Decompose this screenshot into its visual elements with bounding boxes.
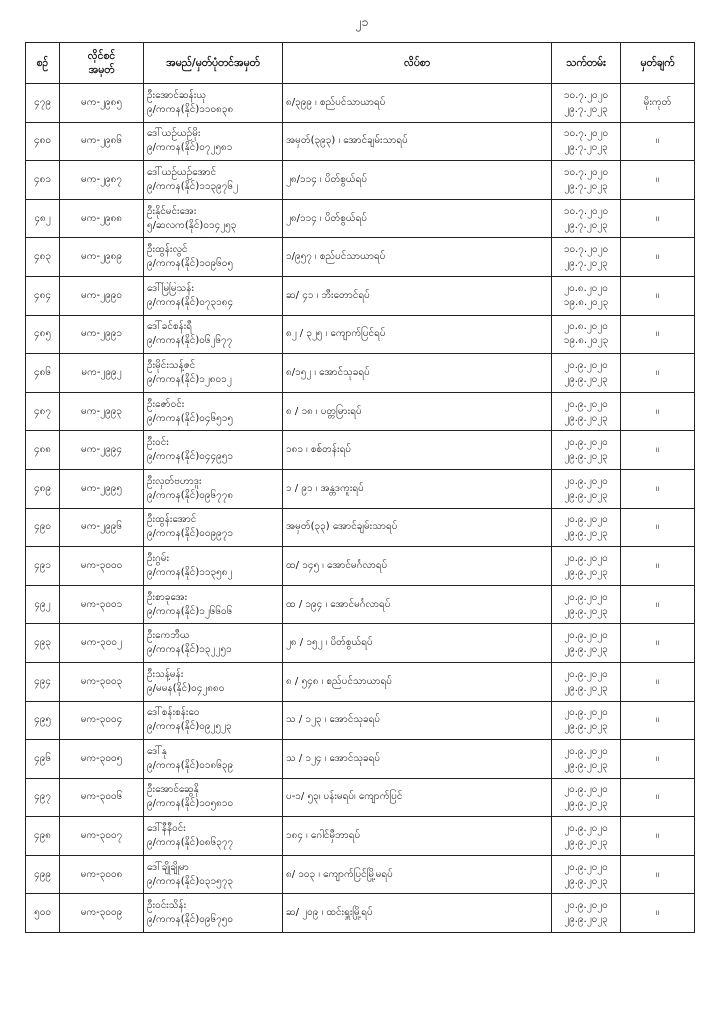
row-number: ၄၈၁ bbox=[26, 161, 60, 200]
validity-to: ၂၉.၉.၂၀၂၃ bbox=[564, 759, 608, 771]
validity-from: ၁၀.၇.၂၀၂၀ bbox=[563, 128, 609, 140]
validity-to: ၂၉.၉.၂၀၂၃ bbox=[564, 373, 608, 385]
license-number: မက-၂၉၉၁ bbox=[60, 315, 144, 354]
validity-to: ၂၉.၉.၂၀၂၃ bbox=[564, 605, 608, 617]
validity-cell bbox=[552, 740, 621, 779]
holder-name: ဦးဝင်းသိန်း bbox=[147, 900, 187, 912]
holder-cell bbox=[144, 701, 283, 740]
validity-to: ၂၉.၇.၂၀၂၃ bbox=[564, 219, 608, 231]
holder-cell bbox=[144, 547, 283, 586]
header-remark: မှတ်ချက် bbox=[621, 43, 695, 84]
holder-name: ဦးသန့်မန်း bbox=[147, 668, 184, 680]
license-number: မက-၂၉၈၆ bbox=[60, 122, 144, 161]
validity-from: ၂၀.၉.၂၀၂၀ bbox=[564, 437, 608, 449]
holder-nrc: ၉/ကကန(နိုင်)၀၉၆၇၇၈ bbox=[147, 489, 234, 501]
license-number: မက-၃၀၀၉ bbox=[60, 894, 144, 933]
license-number: မက-၃၀၀၀ bbox=[60, 547, 144, 586]
remark: ။ bbox=[621, 817, 695, 856]
remark: ။ bbox=[621, 778, 695, 817]
address: အမှတ်(၃၃) အောင်ချမ်းသာရပ် bbox=[283, 508, 552, 547]
table-row bbox=[26, 547, 695, 586]
validity-from: ၁၀.၇.၂၀၂၀ bbox=[563, 205, 609, 217]
remark: ။ bbox=[621, 122, 695, 161]
holder-nrc: ၉/ကကန(နိုင်)၀၁၈၆၃၉ bbox=[147, 759, 234, 771]
validity-cell bbox=[552, 354, 621, 393]
validity-to: ၁၉.၈.၂၀၂၃ bbox=[563, 296, 609, 308]
holder-cell bbox=[144, 161, 283, 200]
holder-nrc: ၉/ကကန(နိုင်)၀၄၄၉၅၁ bbox=[147, 451, 234, 463]
remark: ။ bbox=[621, 740, 695, 779]
holder-nrc: ၉/ကကန(နိုင်)၀၃၁၅၇၃ bbox=[147, 875, 234, 887]
header-license-line1: လိုင်စင် bbox=[87, 50, 116, 62]
validity-cell bbox=[552, 547, 621, 586]
holder-cell bbox=[144, 122, 283, 161]
address: ၁ / ၉၁ ၊ အန္တဒကူးရပ် bbox=[283, 469, 552, 508]
validity-to: ၂၉.၉.၂၀၂၃ bbox=[564, 566, 608, 578]
row-number: ၄၈၈ bbox=[26, 431, 60, 470]
validity-from: ၂၀.၉.၂၀၂၀ bbox=[564, 359, 608, 371]
table-row bbox=[26, 855, 695, 894]
validity-from: ၂၀.၉.၂၀၂၀ bbox=[564, 591, 608, 603]
license-number: မက-၂၉၉၄ bbox=[60, 431, 144, 470]
holder-cell bbox=[144, 354, 283, 393]
validity-cell bbox=[552, 701, 621, 740]
license-number: မက-၃၀၀၁ bbox=[60, 585, 144, 624]
validity-from: ၂၀.၉.၂၀၂၀ bbox=[564, 668, 608, 680]
table-row bbox=[26, 508, 695, 547]
validity-cell bbox=[552, 469, 621, 508]
license-number: မက-၃၀၀၆ bbox=[60, 778, 144, 817]
row-number: ၄၉၈ bbox=[26, 817, 60, 856]
table-row bbox=[26, 740, 695, 779]
license-number: မက-၃၀၀၄ bbox=[60, 701, 144, 740]
license-number: မက-၂၉၈၉ bbox=[60, 238, 144, 277]
remark: မိုးကုတ် bbox=[621, 84, 695, 123]
validity-cell bbox=[552, 315, 621, 354]
validity-cell bbox=[552, 392, 621, 431]
row-number: ၅၀၀ bbox=[26, 894, 60, 933]
holder-name: ဦးဂွမ်း bbox=[147, 552, 170, 564]
holder-cell bbox=[144, 662, 283, 701]
remark: ။ bbox=[621, 894, 695, 933]
validity-cell bbox=[552, 276, 621, 315]
validity-from: ၂၀.၉.၂၀၂၀ bbox=[564, 475, 608, 487]
address: ၁၈၄ ၊ ဂေါင်မှီဘာရပ် bbox=[283, 817, 552, 856]
table-row bbox=[26, 315, 695, 354]
validity-cell bbox=[552, 624, 621, 663]
table-row bbox=[26, 894, 695, 933]
validity-from: ၂၀.၉.၂၀၂၀ bbox=[564, 630, 608, 642]
table-row bbox=[26, 662, 695, 701]
holder-nrc: ၉/ကကန(နိုင်)၁၁၀၈၃၈ bbox=[147, 103, 234, 115]
holder-nrc: ၉/ကကန(နိုင်)၁၁၃၉၇၆၂ bbox=[147, 180, 238, 192]
holder-nrc: ၅/ဆလက(နိုင်)၀၁၄၂၅၃ bbox=[147, 219, 237, 231]
table-row bbox=[26, 469, 695, 508]
row-number: ၄၈၄ bbox=[26, 276, 60, 315]
validity-cell bbox=[552, 238, 621, 277]
holder-name: ဦးနိုင်မင်းအေး bbox=[147, 205, 197, 217]
validity-to: ၂၉.၇.၂၀၂၃ bbox=[564, 142, 608, 154]
validity-from: ၂၀.၉.၂၀၂၀ bbox=[564, 784, 608, 796]
table-row bbox=[26, 624, 695, 663]
holder-name: ဒေါ်ခင်စန်းရီ bbox=[147, 321, 193, 333]
header-license-line2: အမှတ် bbox=[88, 64, 115, 76]
holder-name: ဦးထွန်းအောင် bbox=[147, 514, 197, 526]
validity-from: ၂၀.၉.၂၀၂၀ bbox=[564, 552, 608, 564]
header-validity: သက်တမ်း bbox=[552, 43, 621, 84]
validity-from: ၂၀.၈.၂၀၂၀ bbox=[564, 321, 608, 333]
table-row bbox=[26, 354, 695, 393]
address: ထ/ ၁၄၅ ၊ အောင်မင်္ဂလာရပ် bbox=[283, 547, 552, 586]
row-number: ၄၈၆ bbox=[26, 354, 60, 393]
holder-nrc: ၉/ကကန(နိုင်)၀၇၃၁၈၄ bbox=[147, 296, 234, 308]
validity-from: ၂၀.၉.၂၀၂၀ bbox=[564, 861, 608, 873]
validity-from: ၁၀.၇.၂၀၂၀ bbox=[563, 166, 609, 178]
validity-cell bbox=[552, 817, 621, 856]
remark: ။ bbox=[621, 161, 695, 200]
license-number: မက-၂၉၈၅ bbox=[60, 84, 144, 123]
validity-cell bbox=[552, 585, 621, 624]
license-number: မက-၃၀၀၅ bbox=[60, 740, 144, 779]
row-number: ၄၈၇ bbox=[26, 392, 60, 431]
validity-to: ၂၉.၉.၂၀၂၃ bbox=[564, 528, 608, 540]
holder-cell bbox=[144, 469, 283, 508]
license-number: မက-၂၉၈၈ bbox=[60, 199, 144, 238]
license-number: မက-၃၀၀၂ bbox=[60, 624, 144, 663]
license-number: မက-၂၉၉၂ bbox=[60, 354, 144, 393]
validity-to: ၂၉.၉.၂၀၂၃ bbox=[564, 875, 608, 887]
row-number: ၄၉၅ bbox=[26, 701, 60, 740]
holder-cell bbox=[144, 238, 283, 277]
table-row bbox=[26, 238, 695, 277]
validity-to: ၂၉.၇.၂၀၂၃ bbox=[564, 103, 608, 115]
validity-cell bbox=[552, 199, 621, 238]
row-number: ၄၉၃ bbox=[26, 624, 60, 663]
row-number: ၄၈၀ bbox=[26, 122, 60, 161]
validity-cell bbox=[552, 778, 621, 817]
page-number: ၂၁ bbox=[355, 15, 369, 29]
validity-to: ၂၉.၉.၂၀၂၃ bbox=[564, 837, 608, 849]
holder-name: ဦးဇော်ဝင်း bbox=[147, 398, 185, 410]
validity-to: ၂၉.၉.၂၀၂၃ bbox=[564, 489, 608, 501]
validity-cell bbox=[552, 894, 621, 933]
validity-cell bbox=[552, 84, 621, 123]
holder-name: ဒေါ်ယဉ်ယဉ်အောင် bbox=[147, 166, 217, 178]
remark: ။ bbox=[621, 199, 695, 238]
address: ၈ / ၅၄၈ ၊ စည်ပင်သာယာရပ် bbox=[283, 662, 552, 701]
holder-name: ဦးအောင်ဆွေနို bbox=[147, 784, 199, 796]
row-number: ၄၉၆ bbox=[26, 740, 60, 779]
header-no: စဉ် bbox=[26, 43, 60, 84]
validity-from: ၂၀.၉.၂၀၂၀ bbox=[564, 900, 608, 912]
holder-nrc: ၉/ကကန(နိုင်)၀၀၉၉၇၁ bbox=[147, 528, 234, 540]
address: ၂၈/၁၁၄ ၊ ပိတ်စွယ်ရပ် bbox=[283, 199, 552, 238]
remark: ။ bbox=[621, 315, 695, 354]
license-number: မက-၂၉၉၅ bbox=[60, 469, 144, 508]
address: သ / ၁၂၄ ၊ အောင်သုခရပ် bbox=[283, 740, 552, 779]
holder-name: ဒေါ်နီနီဝင်း bbox=[147, 823, 186, 835]
table-row bbox=[26, 276, 695, 315]
remark: ။ bbox=[621, 354, 695, 393]
address: ၁၈၁ ၊ စစ်တန်းရပ် bbox=[283, 431, 552, 470]
table-row bbox=[26, 817, 695, 856]
holder-cell bbox=[144, 778, 283, 817]
validity-from: ၂၀.၉.၂၀၂၀ bbox=[564, 823, 608, 835]
validity-to: ၂၉.၉.၂၀၂၃ bbox=[564, 914, 608, 926]
license-number: မက-၃၀၀၃ bbox=[60, 662, 144, 701]
address: ပ-၁/ ၅၃၊ ပန်းမရပ်၊ ကျောက်ပြင် bbox=[283, 778, 552, 817]
table-body bbox=[26, 84, 695, 933]
holder-cell bbox=[144, 624, 283, 663]
holder-nrc: ၉/ကကန(နိုင်)၁၂၆၆၀၆ bbox=[147, 605, 233, 617]
table-row bbox=[26, 84, 695, 123]
row-number: ၄၉၄ bbox=[26, 662, 60, 701]
row-number: ၄၈၅ bbox=[26, 315, 60, 354]
address: ၁/၉၅၇ ၊ စည်ပင်သာယာရပ် bbox=[283, 238, 552, 277]
header-license-number bbox=[60, 43, 144, 84]
row-number: ၄၉၇ bbox=[26, 778, 60, 817]
holder-nrc: ၉/ကကန(နိုင်)၀၉၂၅၂၃ bbox=[147, 721, 232, 733]
validity-cell bbox=[552, 855, 621, 894]
license-number: မက-၂၉၉၃ bbox=[60, 392, 144, 431]
validity-to: ၂၉.၉.၂၀၂၃ bbox=[564, 721, 608, 733]
license-number: မက-၃၀၀၈ bbox=[60, 855, 144, 894]
holder-cell bbox=[144, 315, 283, 354]
validity-to: ၂၉.၉.၂၀၂၃ bbox=[564, 644, 608, 656]
validity-from: ၂၀.၉.၂၀၂၀ bbox=[564, 707, 608, 719]
remark: ။ bbox=[621, 701, 695, 740]
holder-nrc: ၉/ကကန(နိုင်)၁၁၃၅၈၂ bbox=[147, 566, 233, 578]
holder-cell bbox=[144, 199, 283, 238]
table-row bbox=[26, 392, 695, 431]
license-table bbox=[25, 42, 695, 933]
address: ၈ / ၁၈ ၊ ပတ္တမြားရပ် bbox=[283, 392, 552, 431]
holder-name: ဒေါ်နု bbox=[147, 745, 167, 757]
validity-to: ၂၉.၉.၂၀၂၃ bbox=[564, 798, 608, 810]
remark: ။ bbox=[621, 624, 695, 663]
holder-name: ဦးဝင်း bbox=[147, 437, 169, 449]
holder-nrc: ၉/ကကန(နိုင်)၁၀၉၆၀၅ bbox=[147, 258, 234, 270]
validity-cell bbox=[552, 508, 621, 547]
validity-cell bbox=[552, 431, 621, 470]
holder-cell bbox=[144, 894, 283, 933]
address: ၂၈/၁၁၄ ၊ ပိတ်စွယ်ရပ် bbox=[283, 161, 552, 200]
validity-to: ၁၉.၈.၂၀၂၃ bbox=[563, 335, 609, 347]
license-number: မက-၃၀၀၇ bbox=[60, 817, 144, 856]
table-row bbox=[26, 122, 695, 161]
holder-cell bbox=[144, 276, 283, 315]
remark: ။ bbox=[621, 276, 695, 315]
address: ဆ/ ၂၀၉ ၊ ထင်းရှူးမြို့ရပ် bbox=[283, 894, 552, 933]
table-row bbox=[26, 585, 695, 624]
table-row bbox=[26, 701, 695, 740]
row-number: ၄၉၉ bbox=[26, 855, 60, 894]
holder-name: ဦးထွန်းလွင် bbox=[147, 244, 188, 256]
holder-name: ဦးကေဘီယ bbox=[147, 630, 190, 642]
remark: ။ bbox=[621, 469, 695, 508]
holder-cell bbox=[144, 508, 283, 547]
address: ၈၂ / ၃၂၅ ၊ ကျောက်ပြင်ရပ် bbox=[283, 315, 552, 354]
remark: ။ bbox=[621, 508, 695, 547]
table-row bbox=[26, 199, 695, 238]
holder-cell bbox=[144, 84, 283, 123]
table-row bbox=[26, 431, 695, 470]
holder-nrc: ၉/ကကန(နိုင်)၀၇၂၅၈၁ bbox=[147, 142, 233, 154]
holder-cell bbox=[144, 855, 283, 894]
validity-to: ၂၉.၇.၂၀၂၃ bbox=[564, 258, 608, 270]
holder-cell bbox=[144, 431, 283, 470]
holder-nrc: ၉/ကကန(နိုင်)၁၂၈၀၁၂ bbox=[147, 373, 232, 385]
holder-name: ဒေါ်ယဉ်ယဉ်မိုး bbox=[147, 128, 201, 140]
holder-nrc: ၉/ကကန(နိုင်)၁၃၂၂၅၁ bbox=[147, 644, 232, 656]
holder-name: ဦးလှတ်ဗဟာဒူး bbox=[147, 475, 202, 487]
table-row bbox=[26, 161, 695, 200]
row-number: ၄၈၃ bbox=[26, 238, 60, 277]
remark: ။ bbox=[621, 238, 695, 277]
remark: ။ bbox=[621, 547, 695, 586]
validity-to: ၂၉.၉.၂၀၂၃ bbox=[564, 412, 608, 424]
license-number: မက-၂၉၉၆ bbox=[60, 508, 144, 547]
header-address: လိပ်စာ bbox=[283, 43, 552, 84]
row-number: ၄၉၁ bbox=[26, 547, 60, 586]
validity-to: ၂၉.၇.၂၀၂၃ bbox=[564, 180, 608, 192]
row-number: ၄၇၉ bbox=[26, 84, 60, 123]
address: ၂၈ / ၁၅၂ ၊ ပိတ်စွယ်ရပ် bbox=[283, 624, 552, 663]
holder-cell bbox=[144, 392, 283, 431]
holder-cell bbox=[144, 817, 283, 856]
holder-name: ဒေါ်ချိုချိုမာ bbox=[147, 861, 189, 873]
validity-from: ၁၀.၇.၂၀၂၀ bbox=[563, 244, 609, 256]
holder-name: ဦးစာခုအေး bbox=[147, 591, 188, 603]
validity-from: ၂၀.၈.၂၀၂၀ bbox=[564, 282, 608, 294]
address: ၈/၃၉၉ ၊ စည်ပင်သာယာရပ် bbox=[283, 84, 552, 123]
validity-from: ၂၀.၉.၂၀၂၀ bbox=[564, 514, 608, 526]
holder-cell bbox=[144, 740, 283, 779]
header-name: အမည်/မှတ်ပုံတင်အမှတ် bbox=[144, 43, 283, 84]
holder-nrc: ၉/ကကန(နိုင်)၀၈၆၃၇၇ bbox=[147, 837, 234, 849]
validity-from: ၁၀.၇.၂၀၂၀ bbox=[563, 89, 609, 101]
address: အမှတ်(၃၉၃) ၊ အောင်ချမ်းသာရပ် bbox=[283, 122, 552, 161]
holder-name: ဦးမိုင်းသန့်ဇင် bbox=[147, 359, 196, 371]
address: သ / ၁၂၃ ၊ အောင်သုခရပ် bbox=[283, 701, 552, 740]
remark: ။ bbox=[621, 585, 695, 624]
holder-nrc: ၉/ကကန(နိုင်)၁၀၅၈၁၀ bbox=[147, 798, 234, 810]
table-header-row bbox=[26, 43, 695, 84]
validity-from: ၂၀.၉.၂၀၂၀ bbox=[564, 398, 608, 410]
validity-cell bbox=[552, 662, 621, 701]
address: ဆ/ ၄၁ ၊ ဘီးတောင်ရပ် bbox=[283, 276, 552, 315]
holder-name: ဒေါ်စန်းစန်းဝေ bbox=[147, 707, 200, 719]
row-number: ၄၉၂ bbox=[26, 585, 60, 624]
holder-name: ဦးအောင်ဆန်းယု bbox=[147, 89, 207, 101]
address: ၈/၁၅၂ ၊ အောင်သုခရပ် bbox=[283, 354, 552, 393]
validity-from: ၂၀.၉.၂၀၂၀ bbox=[564, 745, 608, 757]
license-number: မက-၂၉၉၀ bbox=[60, 276, 144, 315]
table-row bbox=[26, 778, 695, 817]
holder-nrc: ၉/ကကန(နိုင်)၀၄၆၅၁၅ bbox=[147, 412, 234, 424]
holder-cell bbox=[144, 585, 283, 624]
validity-to: ၂၉.၉.၂၀၂၃ bbox=[564, 451, 608, 463]
row-number: ၄၈၉ bbox=[26, 469, 60, 508]
holder-nrc: ၉/ကကန(နိုင်)၀၆၂၆၇၇ bbox=[147, 335, 233, 347]
remark: ။ bbox=[621, 662, 695, 701]
row-number: ၄၉၀ bbox=[26, 508, 60, 547]
remark: ။ bbox=[621, 855, 695, 894]
address: ၈/ ၁၀၃ ၊ ကျောက်ပြင်မြို့မရပ် bbox=[283, 855, 552, 894]
remark: ။ bbox=[621, 431, 695, 470]
validity-to: ၂၉.၉.၂၀၂၃ bbox=[564, 682, 608, 694]
holder-name: ဒေါ်မြမြသန်း bbox=[147, 282, 194, 294]
holder-nrc: ၉/ကကန(နိုင်)၀၉၆၇၅၀ bbox=[147, 914, 234, 926]
validity-cell bbox=[552, 122, 621, 161]
holder-nrc: ၉/မမန(နိုင်)၀၄၂၈၈၀ bbox=[147, 682, 225, 694]
row-number: ၄၈၂ bbox=[26, 199, 60, 238]
license-number: မက-၂၉၈၇ bbox=[60, 161, 144, 200]
remark: ။ bbox=[621, 392, 695, 431]
validity-cell bbox=[552, 161, 621, 200]
address: ထ / ၁၉၄ ၊ အောင်မင်္ဂလာရပ် bbox=[283, 585, 552, 624]
